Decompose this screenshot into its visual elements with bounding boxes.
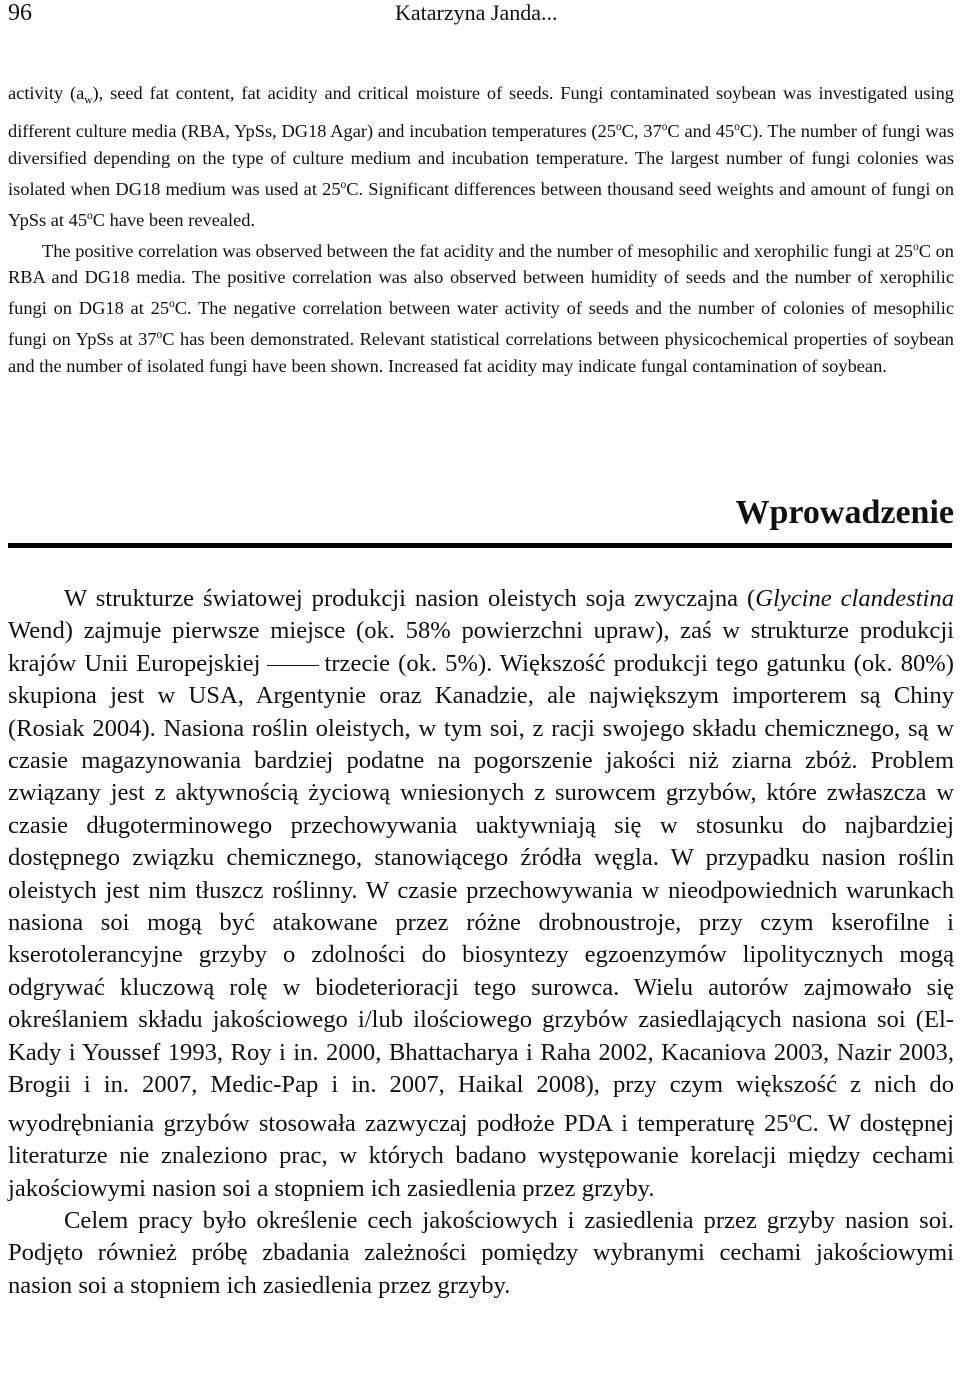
introduction-body (8, 583, 954, 1302)
species-name: Glycine clandestina (755, 585, 954, 612)
page-number: 96 (8, 0, 32, 26)
section-heading: Wprowadzenie (735, 494, 954, 531)
page-header (8, 0, 952, 34)
em-dash-line (267, 665, 319, 666)
intro-paragraph-1: W strukturze światowej produkcji nasion oleistych soja zwyczajna (Glycine clandestina Wend) zajmuje pierwsze miejsce (ok. 58% powierzchni upraw), zaś w strukturze produkcji krajów Unii Europejskiej trzecie (ok. 5%). Większość produkcji tego gatunku (ok. 80%) skupiona jest w USA, Argentynie oraz Kanadzie, ale największym importerem są Chiny (Rosiak 2004). Nasiona roślin oleistych, w tym soi, z racji swojego składu chemicznego, są w czasie magazynowania bardziej podatne na pogorszenie jakości niż ziarna zbóż. Problem związany jest z aktywnością życiową wniesionych z surowcem grzybów, które zwłaszcza w czasie długoterminowego przechowywania uaktywniają się w stosunku do najbardziej dostępnego związku chemicznego, stanowiącego źródła węgla. W przypadku nasion roślin oleistych jest nim tłuszcz roślinny. W czasie przechowywania w nieodpowiednich warunkach nasiona soi mogą być atakowane przez różne drobnoustroje, przy czym kserofilne i kserotolerancyjne grzyby o zdolności do biosyntezy egzoenzymów lipolitycznych mogą odgrywać kluczową rolę w biodeterioracji tego surowca. Wielu autorów zajmowało się określaniem składu jakościowego i/lub ilościowego grzybów zasiedlających nasiona soi (El-Kady i Youssef 1993, Roy i in. 2000, Bhattacharya i Raha 2002, Kacaniova 2003, Nazir 2003, Brogii i in. 2007, Medic-Pap i in. 2007, Haikal 2008), przy czym większość z nich do wyodrębniania grzybów stosowała zazwyczaj podłoże PDA i temperaturę 25$^o$C. W dostępnej literaturze nie znaleziono prac, w których badano występowanie korelacji między cechami jakościowymi nasion soi a stopniem ich zasiedlenia przez grzyby. (8, 585, 954, 1202)
english-abstract (8, 80, 954, 379)
section-rule (8, 543, 952, 548)
abstract-paragraph-2: The positive correlation was observed between the fat acidity and the number of mesophilic and xerophilic fungi at 25$^o$C on RBA and DG18 media. The positive correlation was also observed between humidity of seeds and the number of xerophilic fungi on DG18 at 25$^o$C. The negative correlation between water activity of seeds and the number of colonies of mesophilic fungi on YpSs at 37$^o$C has been demonstrated. Relevant statistical correlations between physicochemical properties of soybean and the number of isolated fungi have been shown. Increased fat acidity may indicate fungal contamination of soybean. (8, 240, 955, 376)
intro-paragraph-2: Celem pracy było określenie cech jakościowych i zasiedlenia przez grzyby nasion soi. Podjęto również próbę zbadania zależności pomiędzy wybranymi cechami jakościowymi nasion soi a stopniem ich zasiedlenia przez grzyby. (8, 1206, 954, 1299)
abstract-paragraph-1: activity $(a_w)$, seed fat content, fat acidity and critical moisture of seeds. Fungi contaminated soybean was investigated using different culture media (RBA, YpSs, DG18 Agar) and incubation temperatures (25$^o$C, 37$^o$C and 45$^o$C). The number of fungi was diversified depending on the type of culture medium and incubation temperature. The largest number of fungi colonies was isolated when DG18 medium was used at 25$^o$C. Significant differences between thousand seed weights and amount of fungi on YpSs at 45$^o$C have been revealed. (8, 83, 955, 230)
running-head: Katarzyna Janda... (395, 0, 558, 25)
